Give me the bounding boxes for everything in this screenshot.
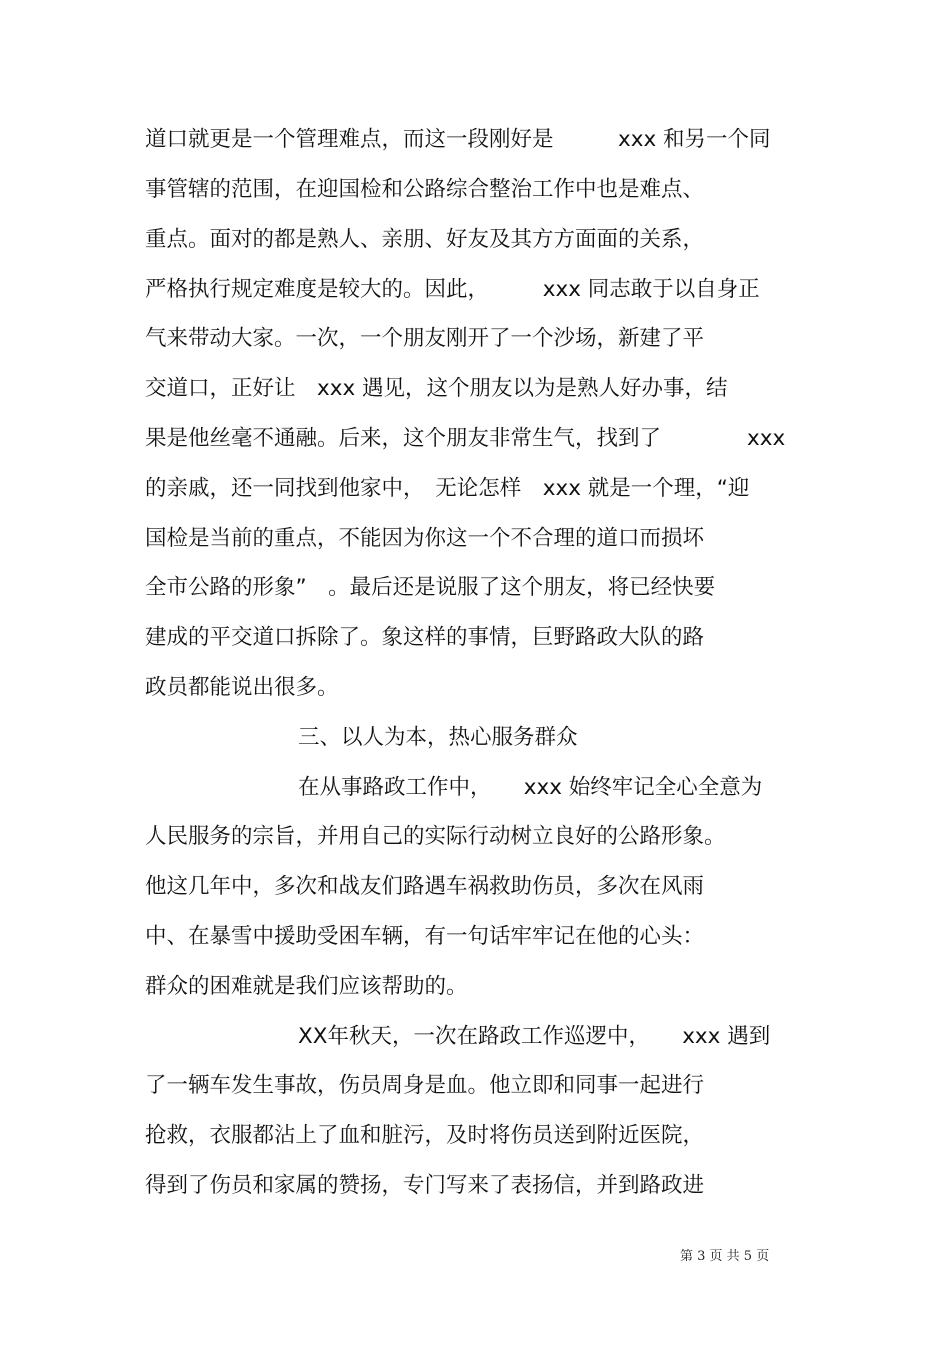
text-line: 重点。面对的都是熟人、亲朋、好友及其方方面面的关系， — [145, 227, 705, 252]
text-line: 了一辆车发生事故，伤员周身是血。他立即和同事一起进行 — [145, 1073, 705, 1098]
section-heading: 三、以人为本，热心服务群众 — [298, 725, 578, 750]
text-line: 的亲戚，还一同找到他家中， 无论怎样 xxx 就是一个理，“迎 — [145, 476, 750, 501]
text-line: 果是他丝毫不通融。后来，这个朋友非常生气，找到了 xxx — [145, 426, 786, 451]
text-line: 国检是当前的重点，不能因为你这一个不合理的道口而损坏 — [145, 526, 705, 551]
text-line: 严格执行规定难度是较大的。因此， xxx 同志敢于以自身正 — [145, 277, 760, 302]
text-line: 政员都能说出很多。 — [145, 675, 339, 700]
text-line: 抢救，衣服都沾上了血和脏污，及时将伤员送到附近医院， — [145, 1123, 705, 1148]
text-line: 群众的困难就是我们应该帮助的。 — [145, 974, 468, 999]
page-number-footer: 第 3 页 共 5 页 — [680, 1249, 770, 1264]
text-line: 全市公路的形象” 。最后还是说服了这个朋友，将已经快要 — [145, 575, 716, 600]
text-line: 道口就更是一个管理难点，而这一段刚好是 xxx 和另一个同 — [145, 127, 771, 152]
text-line: 人民服务的宗旨，并用自己的实际行动树立良好的公路形象。 — [145, 824, 726, 849]
text-line: 中、在暴雪中援助受困车辆，有一句话牢牢记在他的心头： — [145, 924, 705, 949]
text-line: 在从事路政工作中， xxx 始终牢记全心全意为 — [298, 775, 763, 800]
text-line: 得到了伤员和家属的赞扬，专门写来了表扬信，并到路政进 — [145, 1173, 705, 1198]
text-line: 建成的平交道口拆除了。象这样的事情，巨野路政大队的路 — [145, 625, 705, 650]
text-line: 事管辖的范围，在迎国检和公路综合整治工作中也是难点、 — [145, 177, 705, 202]
text-line: XX年秋天，一次在路政工作巡逻中， xxx 遇到 — [298, 1024, 771, 1049]
text-line: 气来带动大家。一次，一个朋友刚开了一个沙场，新建了平 — [145, 326, 705, 351]
text-line: 交道口，正好让 xxx 遇见，这个朋友以为是熟人好办事，结 — [145, 376, 728, 401]
text-line: 他这几年中，多次和战友们路遇车祸救助伤员，多次在风雨 — [145, 874, 705, 899]
